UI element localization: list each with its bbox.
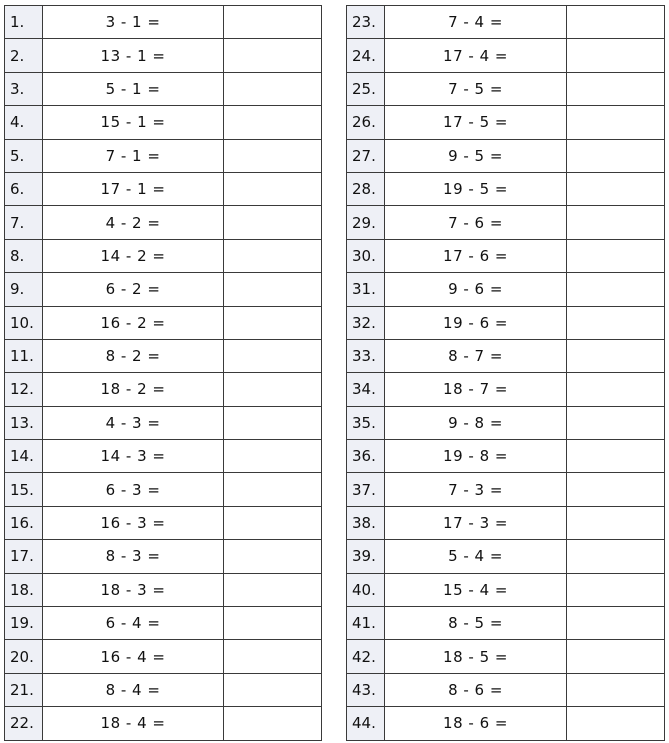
problem-number: 41.: [347, 607, 385, 640]
problem-row: [347, 540, 665, 573]
subtraction-problem: 8 - 6 =: [385, 673, 567, 706]
answer-box[interactable]: [224, 406, 322, 439]
subtraction-problem: 7 - 5 =: [385, 72, 567, 105]
subtraction-problem: 8 - 5 =: [385, 607, 567, 640]
problem-row: [347, 707, 665, 740]
problem-number: 10.: [5, 306, 43, 339]
answer-box[interactable]: [567, 206, 665, 239]
problem-row: [347, 673, 665, 706]
subtraction-problem: 4 - 3 =: [43, 406, 224, 439]
problem-row: [347, 6, 665, 39]
subtraction-problem: 7 - 3 =: [385, 473, 567, 506]
answer-box[interactable]: [567, 172, 665, 205]
answer-box[interactable]: [224, 206, 322, 239]
problem-row: [5, 106, 322, 139]
problem-number: 1.: [5, 6, 43, 39]
problem-number: 4.: [5, 106, 43, 139]
subtraction-problem: 8 - 2 =: [43, 339, 224, 372]
problem-number: 24.: [347, 39, 385, 72]
problem-number: 5.: [5, 139, 43, 172]
subtraction-problem: 18 - 2 =: [43, 373, 224, 406]
answer-box[interactable]: [567, 106, 665, 139]
answer-box[interactable]: [567, 373, 665, 406]
problem-number: 13.: [5, 406, 43, 439]
problem-number: 3.: [5, 72, 43, 105]
answer-box[interactable]: [224, 506, 322, 539]
left-problem-table-body: [5, 6, 322, 741]
problem-number: 29.: [347, 206, 385, 239]
problem-row: [347, 306, 665, 339]
answer-box[interactable]: [224, 6, 322, 39]
subtraction-problem: 9 - 8 =: [385, 406, 567, 439]
answer-box[interactable]: [567, 72, 665, 105]
problem-number: 39.: [347, 540, 385, 573]
problem-number: 34.: [347, 373, 385, 406]
subtraction-problem: 19 - 6 =: [385, 306, 567, 339]
problem-number: 37.: [347, 473, 385, 506]
problem-number: 14.: [5, 440, 43, 473]
problem-row: [5, 707, 322, 740]
problem-row: [347, 506, 665, 539]
subtraction-problem: 17 - 1 =: [43, 172, 224, 205]
problem-number: 44.: [347, 707, 385, 740]
subtraction-problem: 18 - 5 =: [385, 640, 567, 673]
problem-number: 8.: [5, 239, 43, 272]
right-problem-table: [346, 5, 665, 741]
problem-row: [347, 640, 665, 673]
problem-row: [347, 72, 665, 105]
problem-number: 28.: [347, 172, 385, 205]
answer-box[interactable]: [224, 239, 322, 272]
problem-number: 27.: [347, 139, 385, 172]
problem-number: 43.: [347, 673, 385, 706]
problem-row: [347, 139, 665, 172]
answer-box[interactable]: [567, 640, 665, 673]
subtraction-problem: 17 - 4 =: [385, 39, 567, 72]
subtraction-problem: 16 - 4 =: [43, 640, 224, 673]
subtraction-problem: 7 - 4 =: [385, 6, 567, 39]
problem-row: [347, 607, 665, 640]
problem-row: [5, 72, 322, 105]
problem-row: [5, 373, 322, 406]
answer-box[interactable]: [567, 39, 665, 72]
subtraction-problem: 8 - 3 =: [43, 540, 224, 573]
problem-number: 18.: [5, 573, 43, 606]
answer-box[interactable]: [224, 306, 322, 339]
subtraction-problem: 5 - 1 =: [43, 72, 224, 105]
problem-row: [347, 339, 665, 372]
problem-row: [5, 540, 322, 573]
subtraction-problem: 16 - 3 =: [43, 506, 224, 539]
problem-number: 25.: [347, 72, 385, 105]
subtraction-problem: 5 - 4 =: [385, 540, 567, 573]
problem-number: 26.: [347, 106, 385, 139]
subtraction-problem: 13 - 1 =: [43, 39, 224, 72]
answer-box[interactable]: [567, 573, 665, 606]
problem-number: 32.: [347, 306, 385, 339]
problem-row: [5, 640, 322, 673]
answer-box[interactable]: [567, 306, 665, 339]
problem-row: [5, 239, 322, 272]
problem-row: [5, 206, 322, 239]
answer-box[interactable]: [567, 707, 665, 740]
subtraction-problem: 6 - 3 =: [43, 473, 224, 506]
problem-row: [5, 406, 322, 439]
answer-box[interactable]: [567, 6, 665, 39]
subtraction-problem: 18 - 3 =: [43, 573, 224, 606]
problem-number: 31.: [347, 273, 385, 306]
answer-box[interactable]: [567, 473, 665, 506]
problem-row: [347, 473, 665, 506]
problem-number: 40.: [347, 573, 385, 606]
problem-row: [5, 573, 322, 606]
subtraction-problem: 18 - 7 =: [385, 373, 567, 406]
subtraction-problem: 15 - 1 =: [43, 106, 224, 139]
answer-box[interactable]: [224, 72, 322, 105]
answer-box[interactable]: [567, 440, 665, 473]
problem-row: [5, 306, 322, 339]
problem-number: 36.: [347, 440, 385, 473]
problem-row: [5, 172, 322, 205]
answer-box[interactable]: [224, 373, 322, 406]
answer-box[interactable]: [224, 640, 322, 673]
problem-row: [5, 273, 322, 306]
problem-number: 33.: [347, 339, 385, 372]
problem-number: 16.: [5, 506, 43, 539]
subtraction-problem: 9 - 5 =: [385, 139, 567, 172]
subtraction-problem: 4 - 2 =: [43, 206, 224, 239]
answer-box[interactable]: [567, 506, 665, 539]
problem-row: [5, 139, 322, 172]
subtraction-problem: 9 - 6 =: [385, 273, 567, 306]
subtraction-problem: 19 - 5 =: [385, 172, 567, 205]
subtraction-problem: 3 - 1 =: [43, 6, 224, 39]
answer-box[interactable]: [224, 607, 322, 640]
subtraction-problem: 17 - 6 =: [385, 239, 567, 272]
problem-row: [347, 106, 665, 139]
subtraction-problem: 8 - 4 =: [43, 673, 224, 706]
subtraction-problem: 14 - 2 =: [43, 239, 224, 272]
problem-number: 6.: [5, 172, 43, 205]
problem-row: [347, 373, 665, 406]
problem-row: [347, 573, 665, 606]
subtraction-problem: 7 - 1 =: [43, 139, 224, 172]
answer-box[interactable]: [224, 540, 322, 573]
problem-number: 42.: [347, 640, 385, 673]
problem-row: [5, 6, 322, 39]
subtraction-problem: 6 - 4 =: [43, 607, 224, 640]
answer-box[interactable]: [224, 573, 322, 606]
problem-number: 21.: [5, 673, 43, 706]
answer-box[interactable]: [224, 273, 322, 306]
problem-row: [5, 473, 322, 506]
problem-number: 2.: [5, 39, 43, 72]
subtraction-problem: 15 - 4 =: [385, 573, 567, 606]
subtraction-problem: 6 - 2 =: [43, 273, 224, 306]
problem-number: 35.: [347, 406, 385, 439]
subtraction-problem: 14 - 3 =: [43, 440, 224, 473]
answer-box[interactable]: [224, 172, 322, 205]
left-problem-table: [4, 5, 322, 741]
problem-number: 20.: [5, 640, 43, 673]
answer-box[interactable]: [567, 673, 665, 706]
answer-box[interactable]: [567, 406, 665, 439]
problem-row: [347, 39, 665, 72]
problem-row: [5, 506, 322, 539]
answer-box[interactable]: [224, 339, 322, 372]
problem-row: [5, 607, 322, 640]
answer-box[interactable]: [224, 139, 322, 172]
problem-row: [347, 239, 665, 272]
subtraction-problem: 16 - 2 =: [43, 306, 224, 339]
problem-number: 38.: [347, 506, 385, 539]
subtraction-problem: 19 - 8 =: [385, 440, 567, 473]
problem-row: [347, 206, 665, 239]
problem-row: [347, 273, 665, 306]
problem-number: 22.: [5, 707, 43, 740]
problem-row: [347, 172, 665, 205]
right-problem-table-body: [347, 6, 665, 741]
problem-row: [347, 440, 665, 473]
problem-number: 11.: [5, 339, 43, 372]
answer-box[interactable]: [567, 540, 665, 573]
problem-number: 17.: [5, 540, 43, 573]
answer-box[interactable]: [224, 473, 322, 506]
problem-row: [5, 673, 322, 706]
answer-box[interactable]: [224, 39, 322, 72]
answer-box[interactable]: [567, 339, 665, 372]
subtraction-problem: 17 - 3 =: [385, 506, 567, 539]
answer-box[interactable]: [567, 273, 665, 306]
problem-row: [5, 339, 322, 372]
answer-box[interactable]: [567, 239, 665, 272]
problem-number: 19.: [5, 607, 43, 640]
subtraction-problem: 18 - 4 =: [43, 707, 224, 740]
subtraction-problem: 8 - 7 =: [385, 339, 567, 372]
problem-number: 30.: [347, 239, 385, 272]
answer-box[interactable]: [567, 139, 665, 172]
problem-number: 23.: [347, 6, 385, 39]
answer-box[interactable]: [224, 440, 322, 473]
problem-row: [5, 39, 322, 72]
problem-number: 15.: [5, 473, 43, 506]
subtraction-problem: 18 - 6 =: [385, 707, 567, 740]
problem-number: 12.: [5, 373, 43, 406]
problem-number: 9.: [5, 273, 43, 306]
problem-row: [347, 406, 665, 439]
answer-box[interactable]: [224, 673, 322, 706]
problem-row: [5, 440, 322, 473]
subtraction-problem: 17 - 5 =: [385, 106, 567, 139]
problem-number: 7.: [5, 206, 43, 239]
subtraction-problem: 7 - 6 =: [385, 206, 567, 239]
answer-box[interactable]: [224, 707, 322, 740]
answer-box[interactable]: [224, 106, 322, 139]
answer-box[interactable]: [567, 607, 665, 640]
